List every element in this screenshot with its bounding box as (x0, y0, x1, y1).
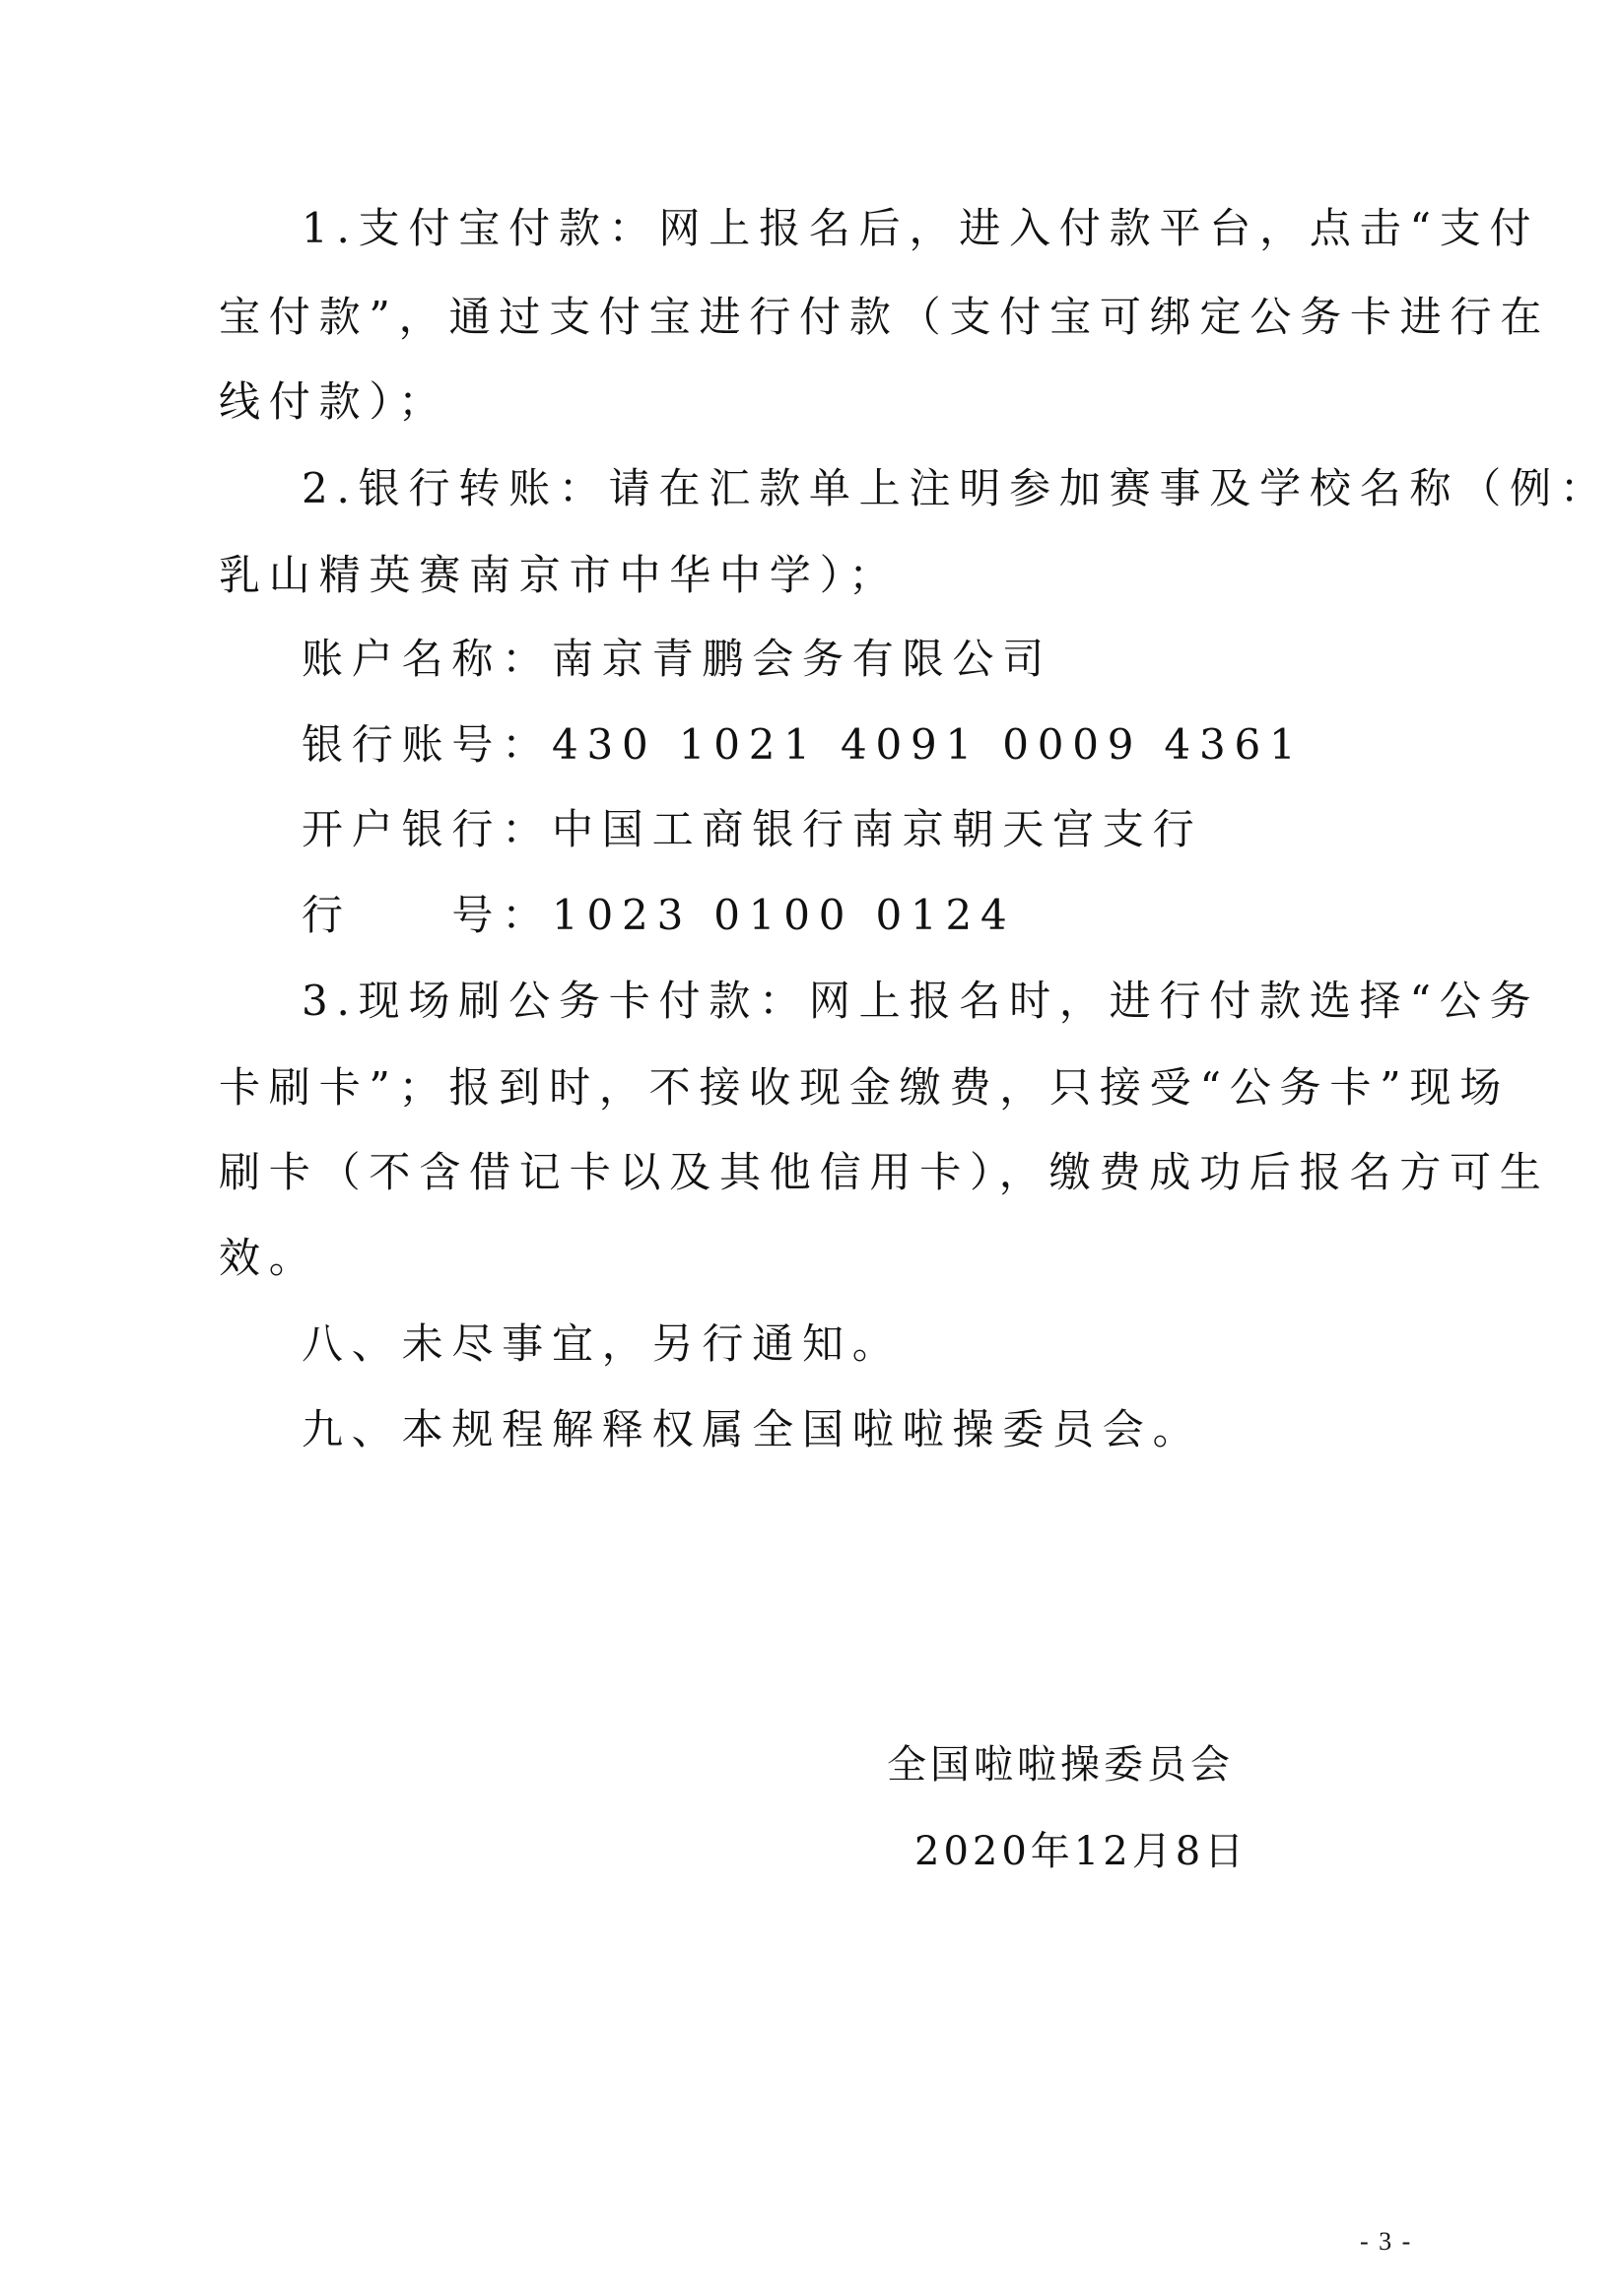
signature-org: 全国啦啦操委员会 (887, 1742, 1234, 1788)
item-eight: 八、未尽事宜，另行通知。 (302, 1319, 903, 1368)
bank-name: 开户银行：中国工商银行南京朝天宫支行 (302, 805, 1203, 853)
paragraph-bank-transfer-line-2: 乳山精英赛南京市中华中学）； (219, 551, 900, 599)
paragraph-alipay-line-1: 1.支付宝付款：网上报名后，进入付款平台，点击“支付 (302, 204, 1540, 252)
paragraph-card-line-2: 卡刷卡”；报到时，不接收现金缴费，只接受“公务卡”现场 (219, 1063, 1511, 1112)
signature-date: 2020年12月8日 (914, 1829, 1249, 1874)
paragraph-bank-transfer-line-1: 2.银行转账：请在汇款单上注明参加赛事及学校名称（例： (302, 464, 1610, 512)
paragraph-card-line-4: 效。 (219, 1234, 319, 1282)
bank-code: 行 号：1023 0100 0124 (302, 891, 1016, 939)
account-number: 银行账号：430 1021 4091 0009 4361 (302, 720, 1305, 769)
paragraph-card-line-1: 3.现场刷公务卡付款：网上报名时，进行付款选择“公务 (302, 977, 1540, 1025)
paragraph-card-line-3: 刷卡（不含借记卡以及其他信用卡），缴费成功后报名方可生 (219, 1148, 1550, 1196)
item-nine: 九、本规程解释权属全国啦啦操委员会。 (302, 1405, 1203, 1453)
paragraph-alipay-line-2: 宝付款”，通过支付宝进行付款（支付宝可绑定公务卡进行在 (219, 293, 1551, 341)
page-number: - 3 - (1360, 2227, 1413, 2256)
account-name: 账户名称：南京青鹏会务有限公司 (302, 635, 1053, 683)
paragraph-alipay-line-3: 线付款）； (219, 377, 449, 426)
